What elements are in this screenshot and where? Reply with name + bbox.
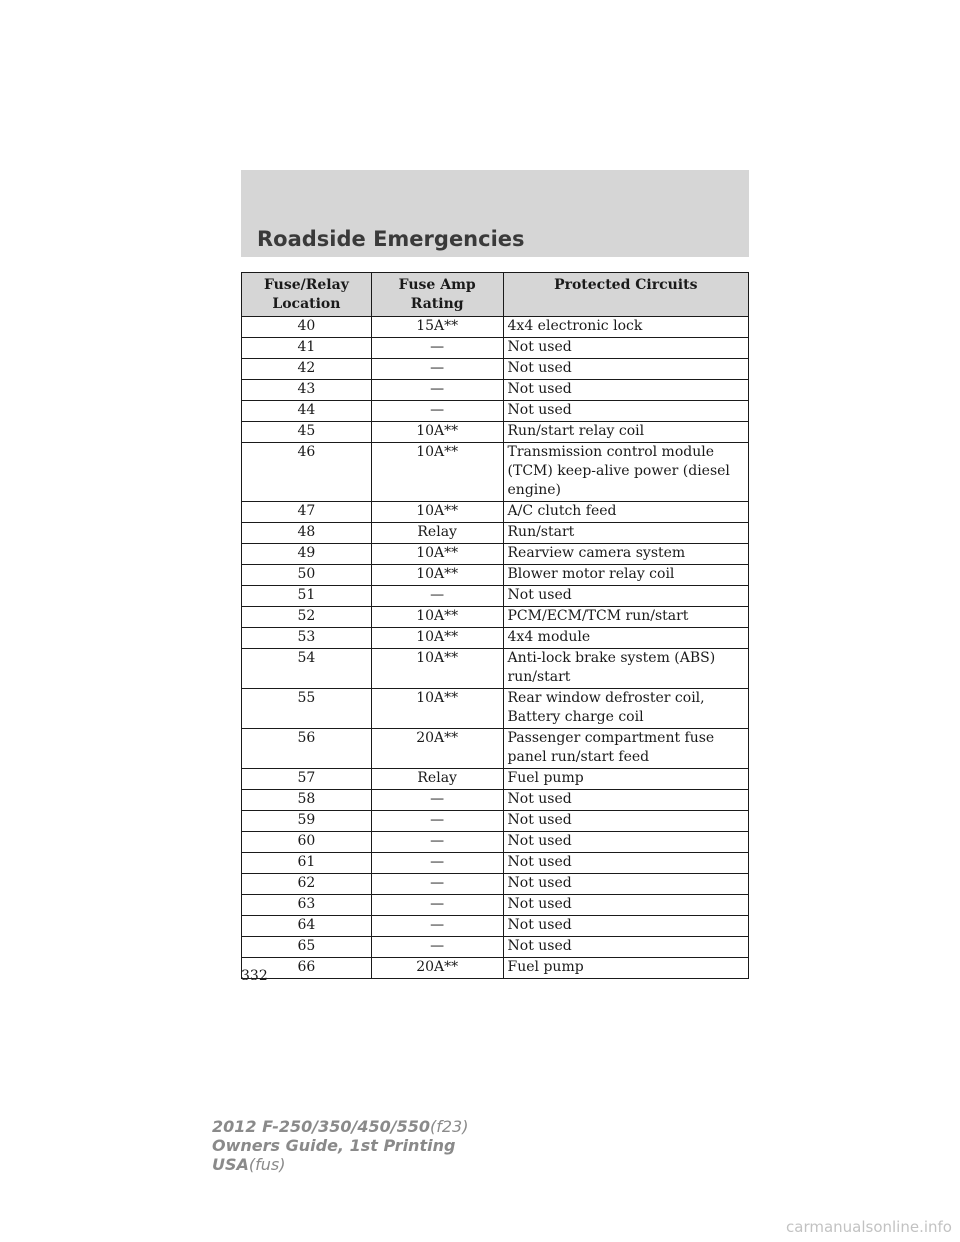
protected-circuit-cell: Not used: [503, 916, 748, 937]
fuse-rating-cell: —: [371, 790, 503, 811]
protected-circuit-cell: Rearview camera system: [503, 544, 748, 565]
fuse-rating-cell: 10A**: [371, 502, 503, 523]
fuse-rating-cell: —: [371, 586, 503, 607]
fuse-rating-cell: 20A**: [371, 729, 503, 769]
fuse-rating-cell: 15A**: [371, 317, 503, 338]
fuse-rating-cell: —: [371, 895, 503, 916]
table-row: [242, 832, 749, 853]
protected-circuit-cell: Transmission control module (TCM) keep-alive power (diesel engine): [503, 443, 748, 502]
fuse-location-cell: 46: [242, 443, 372, 502]
fuse-location-cell: 59: [242, 811, 372, 832]
table-row: [242, 502, 749, 523]
protected-circuit-cell: Fuel pump: [503, 958, 748, 979]
fuse-location-cell: 57: [242, 769, 372, 790]
table-row: [242, 628, 749, 649]
header-circuits: Protected Circuits: [503, 273, 748, 317]
protected-circuit-cell: Not used: [503, 895, 748, 916]
protected-circuit-cell: Blower motor relay coil: [503, 565, 748, 586]
protected-circuit-cell: Not used: [503, 874, 748, 895]
fuse-rating-cell: —: [371, 338, 503, 359]
fuse-location-cell: 41: [242, 338, 372, 359]
table-row: [242, 317, 749, 338]
table-row: [242, 401, 749, 422]
table-header-row: [242, 273, 749, 317]
table-row: [242, 565, 749, 586]
footer: [212, 1117, 468, 1174]
fuse-rating-cell: —: [371, 401, 503, 422]
fuse-rating-cell: —: [371, 832, 503, 853]
fuse-location-cell: 61: [242, 853, 372, 874]
protected-circuit-cell: Not used: [503, 853, 748, 874]
fuse-location-cell: 43: [242, 380, 372, 401]
fuse-rating-cell: 10A**: [371, 628, 503, 649]
table-row: [242, 769, 749, 790]
fuse-rating-cell: —: [371, 811, 503, 832]
table-row: [242, 338, 749, 359]
table-row: [242, 380, 749, 401]
table-row: [242, 586, 749, 607]
table-row: [242, 874, 749, 895]
fuse-rating-cell: Relay: [371, 769, 503, 790]
header-location: Fuse/Relay Location: [242, 273, 372, 317]
protected-circuit-cell: Not used: [503, 586, 748, 607]
fuse-location-cell: 45: [242, 422, 372, 443]
fuse-location-cell: 62: [242, 874, 372, 895]
protected-circuit-cell: Not used: [503, 380, 748, 401]
fuse-location-cell: 42: [242, 359, 372, 380]
protected-circuit-cell: PCM/ECM/TCM run/start: [503, 607, 748, 628]
fuse-rating-cell: —: [371, 916, 503, 937]
protected-circuit-cell: Not used: [503, 359, 748, 380]
fuse-rating-cell: 20A**: [371, 958, 503, 979]
fuse-rating-cell: Relay: [371, 523, 503, 544]
fuse-rating-cell: 10A**: [371, 649, 503, 689]
protected-circuit-cell: Not used: [503, 811, 748, 832]
table-row: [242, 790, 749, 811]
fuse-rating-cell: —: [371, 359, 503, 380]
footer-line-3: [212, 1155, 468, 1174]
table-row: [242, 443, 749, 502]
table-row: [242, 607, 749, 628]
protected-circuit-cell: Not used: [503, 338, 748, 359]
fuse-rating-cell: 10A**: [371, 565, 503, 586]
protected-circuit-cell: A/C clutch feed: [503, 502, 748, 523]
protected-circuit-cell: Rear window defroster coil, Battery charge coil: [503, 689, 748, 729]
fuse-rating-cell: —: [371, 853, 503, 874]
table-row: [242, 649, 749, 689]
fuse-location-cell: 50: [242, 565, 372, 586]
table-row: [242, 422, 749, 443]
fuse-location-cell: 48: [242, 523, 372, 544]
fuse-rating-cell: 10A**: [371, 422, 503, 443]
table-row: [242, 853, 749, 874]
fuse-location-cell: 49: [242, 544, 372, 565]
section-header-bar: [241, 170, 749, 257]
table-row: [242, 544, 749, 565]
table-row: [242, 689, 749, 729]
table-row: [242, 895, 749, 916]
fuse-location-cell: 40: [242, 317, 372, 338]
header-rating: Fuse Amp Rating: [371, 273, 503, 317]
fuse-location-cell: 58: [242, 790, 372, 811]
fuse-rating-cell: —: [371, 874, 503, 895]
fuse-rating-cell: —: [371, 937, 503, 958]
watermark: carmanualsonline.info: [786, 1218, 952, 1236]
footer-line-2: Owners Guide, 1st Printing: [212, 1136, 456, 1155]
fuse-location-cell: 44: [242, 401, 372, 422]
footer-line-1: [212, 1117, 468, 1136]
footer-market: USA: [212, 1155, 249, 1174]
fuse-rating-cell: 10A**: [371, 689, 503, 729]
fuse-rating-cell: 10A**: [371, 443, 503, 502]
fuse-table: [241, 272, 749, 979]
fuse-rating-cell: —: [371, 380, 503, 401]
fuse-location-cell: 65: [242, 937, 372, 958]
section-title: Roadside Emergencies: [257, 227, 525, 251]
table-row: [242, 359, 749, 380]
fuse-location-cell: 47: [242, 502, 372, 523]
table-body: [242, 317, 749, 979]
table-row: [242, 937, 749, 958]
fuse-location-cell: 60: [242, 832, 372, 853]
fuse-location-cell: 54: [242, 649, 372, 689]
footer-model: 2012 F-250/350/450/550: [212, 1117, 430, 1136]
fuse-location-cell: 63: [242, 895, 372, 916]
table-row: [242, 916, 749, 937]
protected-circuit-cell: 4x4 module: [503, 628, 748, 649]
fuse-location-cell: 55: [242, 689, 372, 729]
fuse-location-cell: 53: [242, 628, 372, 649]
page-number: 332: [241, 968, 268, 984]
fuse-rating-cell: 10A**: [371, 607, 503, 628]
footer-market-code: (fus): [248, 1155, 286, 1174]
fuse-location-cell: 52: [242, 607, 372, 628]
table-row: [242, 811, 749, 832]
table-row: [242, 958, 749, 979]
fuse-rating-cell: 10A**: [371, 544, 503, 565]
protected-circuit-cell: Not used: [503, 832, 748, 853]
protected-circuit-cell: Fuel pump: [503, 769, 748, 790]
table-row: [242, 523, 749, 544]
footer-model-code: (f23): [430, 1117, 469, 1136]
protected-circuit-cell: Passenger compartment fuse panel run/start feed: [503, 729, 748, 769]
fuse-location-cell: 56: [242, 729, 372, 769]
table-row: [242, 729, 749, 769]
protected-circuit-cell: Run/start relay coil: [503, 422, 748, 443]
protected-circuit-cell: Not used: [503, 937, 748, 958]
fuse-location-cell: 51: [242, 586, 372, 607]
protected-circuit-cell: Run/start: [503, 523, 748, 544]
protected-circuit-cell: 4x4 electronic lock: [503, 317, 748, 338]
protected-circuit-cell: Not used: [503, 401, 748, 422]
fuse-location-cell: 64: [242, 916, 372, 937]
protected-circuit-cell: Anti-lock brake system (ABS) run/start: [503, 649, 748, 689]
protected-circuit-cell: Not used: [503, 790, 748, 811]
fuse-location-cell: 66: [242, 958, 372, 979]
